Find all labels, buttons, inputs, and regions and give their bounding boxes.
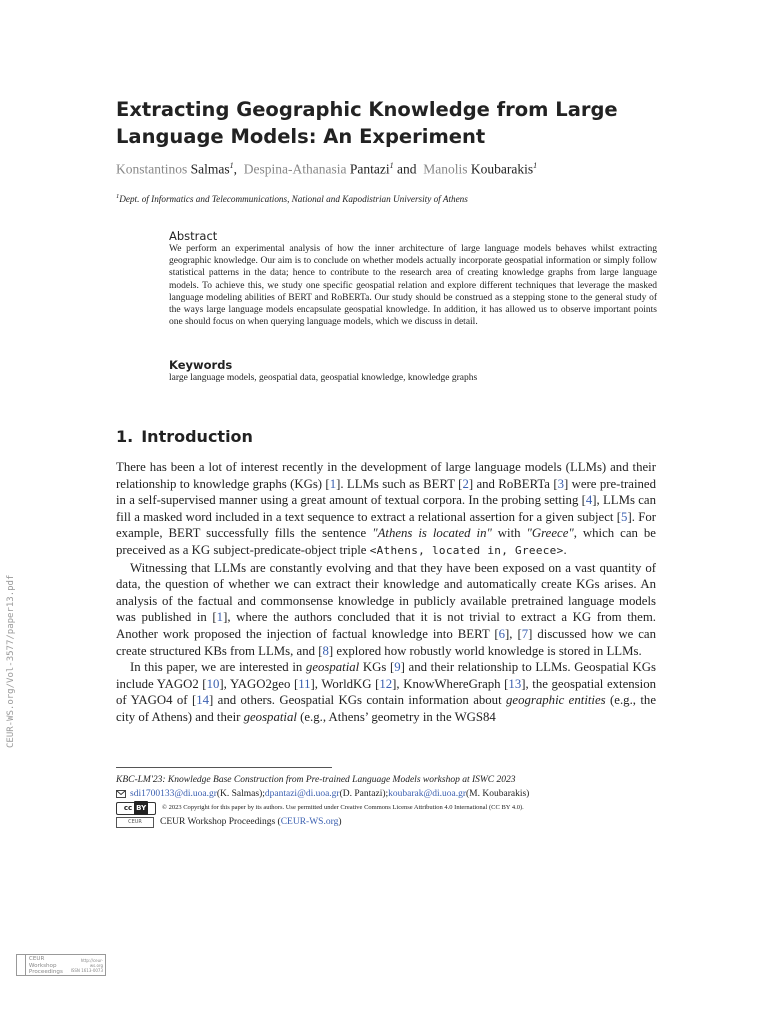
ceur-corner-logo xyxy=(16,954,106,976)
text-run: ] explored how robustly world knowledge is stored in LLMs. xyxy=(328,643,642,658)
section-title: Introduction xyxy=(141,427,253,446)
author-last-name: Pantazi xyxy=(349,161,390,177)
text-run: ] and their relationship to LLMs. Geospatial KGs include YAGO2 [ xyxy=(116,660,657,691)
corner-text xyxy=(26,955,66,975)
paragraph xyxy=(116,560,656,660)
text-run: ]. For example, BERT successfully fills the sentence xyxy=(116,509,656,541)
citation-link[interactable]: 4 xyxy=(585,493,593,508)
text-run: ], YAGO2geo [ xyxy=(219,676,299,691)
author-first-name: Manolis xyxy=(423,161,468,177)
envelope-icon xyxy=(116,789,126,799)
citation-link[interactable]: 11 xyxy=(298,676,311,691)
email-link[interactable]: sdi1700133@di.uoa.gr xyxy=(130,789,217,799)
email-owner: (K. Salmas); xyxy=(216,789,265,799)
section-number: 1. xyxy=(116,427,134,446)
abstract-heading: Abstract xyxy=(169,229,218,243)
citation-link[interactable]: 9 xyxy=(394,660,401,675)
paragraph xyxy=(116,659,656,725)
email-line xyxy=(116,787,676,801)
citation-link[interactable]: 1 xyxy=(216,610,224,625)
text-run: ], the geospatial extension of YAGO4 of [ xyxy=(116,676,656,708)
ceur-link[interactable]: CEUR-WS.org xyxy=(280,817,339,827)
text-run: ] discussed how we can create structured KBs from LLMs, and [ xyxy=(116,626,657,658)
emphasis: geospatial xyxy=(243,709,297,724)
email-owner: (M. Koubarakis) xyxy=(466,789,530,799)
author-last-name: Koubarakis xyxy=(470,161,534,177)
text-run: with xyxy=(491,526,527,541)
keywords-heading: Keywords xyxy=(169,358,233,372)
cc-by-label: BY xyxy=(134,801,148,815)
copyright-text: © 2023 Copyright for this paper by its authors. Use permitted under Creative Commons License Attribution 4.0 International (CC BY 4.0). xyxy=(162,804,524,811)
email-link[interactable]: dpantazi@di.uoa.gr xyxy=(264,789,340,799)
text-run: ] and others. Geospatial KGs contain information about xyxy=(209,693,507,708)
author-first-name: Despina-Athanasia xyxy=(243,161,347,177)
citation-link[interactable]: 8 xyxy=(322,643,329,658)
author-first-name: Konstantinos xyxy=(116,161,188,177)
citation-link[interactable]: 1 xyxy=(329,476,337,491)
footnote xyxy=(116,773,676,829)
affiliation xyxy=(116,193,468,204)
corner-line: CEUR xyxy=(28,956,45,962)
citation-link[interactable]: 14 xyxy=(196,693,210,708)
author-affiliation-mark: 1 xyxy=(229,161,234,170)
text-run: In this paper, we are interested in xyxy=(130,660,306,675)
emphasis: geospatial xyxy=(305,660,360,675)
text-run: ]. LLMs such as BERT [ xyxy=(336,476,463,491)
abstract-text: We perform an experimental analysis of how the inner architecture of large language models behaves whilst extracting geographic knowledge. Our aim is to conclude on whether models actually incorporate geospatial information or simply follow statistical patterns in the data; hence to contribute to the research area of creating knowledge graphs from large language models. To achieve this, we study one specific geospatial relation and explore different techniques that leverage the masked language modeling abilities of BERT and RoBERTa. Our study should be construed as a stepping stone to the general study of the ways large language models encapsulate geospatial knowledge. In addition, it has allowed us to observe important points one should focus on when querying language models, which we discuss in detail. xyxy=(169,244,657,328)
emphasis: geographic entities xyxy=(506,693,606,708)
text-run: ], where the authors concluded that it is not trivial to extract a KG from them. Another work proposed the injection of factual knowledge into BERT [ xyxy=(116,610,656,641)
citation-link[interactable]: 5 xyxy=(621,509,628,524)
introduction-body xyxy=(116,459,656,726)
author-separator: and xyxy=(396,161,417,177)
affiliation-mark: 1 xyxy=(116,193,120,200)
email-owner: (D. Pantazi); xyxy=(339,789,389,799)
text-run: ], KnowWhereGraph [ xyxy=(392,676,509,691)
text-run: ], WorldKG [ xyxy=(310,676,380,691)
keywords-text: large language models, geospatial data, geospatial knowledge, knowledge graphs xyxy=(169,373,478,383)
author-affiliation-mark: 1 xyxy=(389,161,394,170)
affiliation-text: Dept. of Informatics and Telecommunications, National and Kapodistrian University of Athens xyxy=(119,194,468,205)
proceedings-text: CEUR Workshop Proceedings ( xyxy=(160,817,281,827)
text-run: (e.g., Athens’ geometry in the WGS84 xyxy=(296,709,496,724)
author-list xyxy=(116,161,537,178)
proceedings-text: ) xyxy=(338,817,342,827)
corner-right-text xyxy=(66,955,105,975)
text-run: ] were pre-trained in a self-supervised manner using a great amount of textual corpora. In the probing setting [ xyxy=(116,476,656,508)
text-run: ] and RoBERTa [ xyxy=(468,476,558,491)
citation-link[interactable]: 7 xyxy=(521,626,529,641)
corner-line: Proceedings xyxy=(28,969,63,975)
cc-by-icon xyxy=(116,802,156,815)
footnote-divider xyxy=(116,767,332,768)
text-run: ], LLMs can fill a masked word included in a text sequence to extract a relational assertion for a given subject [ xyxy=(116,493,656,524)
license-line xyxy=(116,801,676,815)
corner-url: http://ceur-ws.org xyxy=(80,958,103,968)
text-run: (e.g., the city of Athens) and their xyxy=(116,693,656,724)
proceedings-line xyxy=(116,815,676,829)
text-run: There has been a lot of interest recently in the development of large language models (LLMs) and their relationship to knowledge graphs (KGs) [ xyxy=(116,460,656,491)
text-run: ], [ xyxy=(505,626,522,641)
text-run: , which can be preceived as a KG subject-predicate-object triple xyxy=(116,526,656,557)
cc-label: cc xyxy=(123,804,133,812)
example-triple: <Athens, located in, Greece> xyxy=(369,543,564,557)
section-heading xyxy=(116,427,253,446)
side-url[interactable]: CEUR-WS.org/Vol-3577/paper13.pdf xyxy=(6,574,16,748)
text-run: . xyxy=(563,542,567,557)
conference-note: KBC-LM'23: Knowledge Base Construction from Pre-trained Language Models workshop at ISWC 2023 xyxy=(116,775,516,785)
text-run: Witnessing that LLMs are constantly evolving and that they have been exposed on a vast quantity of data, the question of whether we can extract their knowledge and automatically create KGs arises. An analysis of the factual and commonsense knowledge in publicly available pretrained language models was published in [ xyxy=(116,560,656,625)
email-link[interactable]: koubarak@di.uoa.gr xyxy=(388,789,467,799)
citation-link[interactable]: 6 xyxy=(498,626,506,641)
corner-issn: ISSN 1613-0073 xyxy=(70,968,103,973)
author-separator: , xyxy=(233,161,238,177)
logo-bar-icon xyxy=(17,955,26,975)
citation-link[interactable]: 2 xyxy=(462,476,469,491)
example-answer: "Greece" xyxy=(526,526,574,541)
author-last-name: Salmas xyxy=(190,161,230,177)
author-affiliation-mark: 1 xyxy=(533,161,538,170)
citation-link[interactable]: 3 xyxy=(557,476,564,491)
citation-link[interactable]: 13 xyxy=(508,676,522,691)
ceur-logo-icon: CEUR xyxy=(116,817,154,828)
paper-title: Extracting Geographic Knowledge from Large Language Models: An Experiment xyxy=(116,98,618,148)
example-sentence: "Athens is located in" xyxy=(372,526,492,541)
corner-line: Workshop xyxy=(28,962,57,969)
citation-link[interactable]: 12 xyxy=(379,676,393,691)
text-run: KGs [ xyxy=(359,660,395,675)
citation-link[interactable]: 10 xyxy=(206,676,220,691)
paragraph xyxy=(116,459,656,560)
